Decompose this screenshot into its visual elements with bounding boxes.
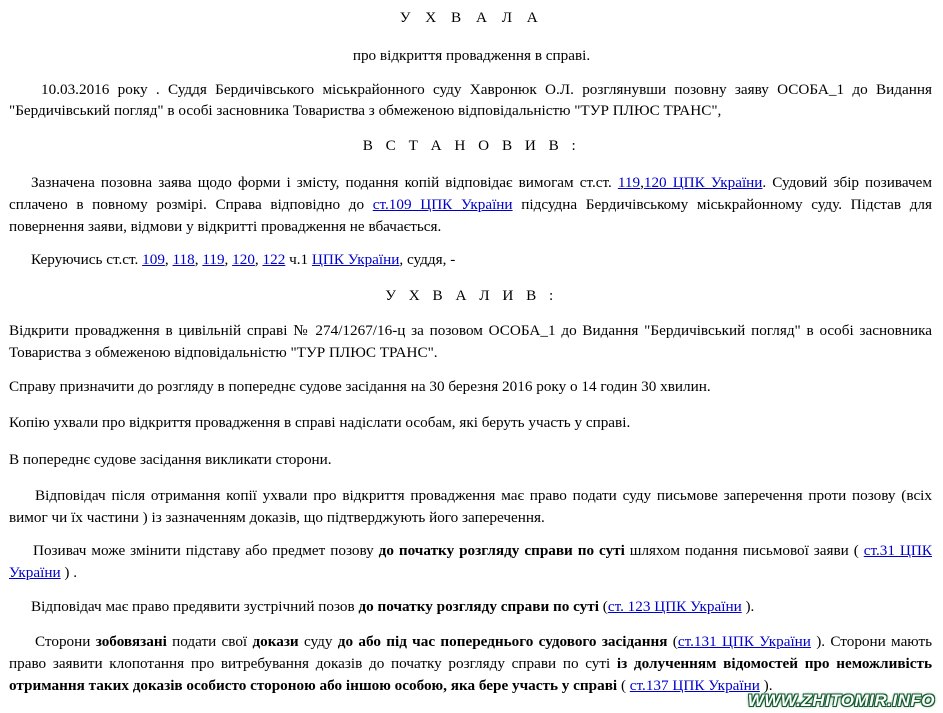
paragraph-defendant-rights: Відповідач після отримання копії ухвали про відкриття провадження має право подати суду письмове заперечення проти позову (всіх вимог чи їх частини ) із зазначенням доказів, що підтверджують його заперечення.: [9, 487, 932, 526]
link-art-119[interactable]: 119: [617, 174, 641, 191]
heading-established: В С Т А Н О В И В :: [362, 137, 581, 154]
document-title: У Х В А Л А: [399, 9, 544, 26]
link-art-109-cpc[interactable]: ст.109 ЦПК України: [372, 196, 513, 213]
paragraph-schedule: Справу призначити до розгляду в попереднє судове засідання на 30 березня 2016 року о 14 годин 30 хвилин.: [9, 378, 711, 395]
paragraph-summon: В попереднє судове засідання викликати сторони.: [9, 451, 332, 468]
paragraph-plaintiff-rights: Позивач може змінити підставу або предмет позову до початку розгляду справи по суті шляхом подання письмової заяви ( ст.31 ЦПК України ) .: [9, 542, 932, 581]
link-art-31-cpc[interactable]: ст.31 ЦПК України: [9, 542, 932, 581]
intro-line-1: 10.03.2016 року . Суддя Бердичівського міськрайонного суду Хавронюк О.Л. розглянувши позовну заяву ОСОБА_1 до Видання: [41, 81, 932, 98]
paragraph-copy: Копію ухвали про відкриття провадження в справі надіслати особам, які беруть участь у справі.: [9, 414, 631, 431]
intro-line-2: "Бердичівський погляд" в особі засновника Товариства з обмеженою відповідальністю "ТУР ПЛЮС ТРАНС",: [9, 102, 722, 119]
link-art-137-cpc[interactable]: ст.137 ЦПК України: [629, 677, 760, 694]
link-art-118[interactable]: 118: [172, 251, 195, 268]
paragraph-guided: Керуючись ст.ст. 109, 118, 119, 120, 122 ч.1 ЦПК України, суддя, -: [31, 251, 456, 268]
link-art-119b[interactable]: 119: [202, 251, 225, 268]
paragraph-counterclaim: Відповідач має право предявити зустрічний позов до початку розгляду справи по суті (ст. 123 ЦПК України ).: [31, 598, 755, 615]
link-cpc[interactable]: ЦПК України: [311, 251, 400, 268]
link-art-109[interactable]: 109: [142, 251, 165, 268]
heading-ruled: У Х В А Л И В :: [385, 287, 558, 304]
paragraph-open-proceedings: Відкрити провадження в цивільній справі № 274/1267/16-ц за позовом ОСОБА_1 до Видання "Бердичівський погляд" в особі засновника Товариства з обмеженою відповідальністю "ТУР ПЛЮС ТРАНС".: [9, 322, 932, 361]
document-subtitle: про відкриття провадження в справі.: [352, 47, 591, 64]
link-art-122[interactable]: 122: [262, 251, 286, 268]
link-art-120[interactable]: 120: [232, 251, 255, 268]
link-art-123-cpc[interactable]: ст. 123 ЦПК України: [607, 598, 742, 615]
paragraph-parties-evidence: Сторони зобовязані подати свої докази суду до або під час попереднього судового засідання (ст.131 ЦПК України ). Сторони мають право заявити клопотання про витребування доказів до початку розгляду справи по суті із долученням відомостей про неможливість отримання таких доказів особисто стороною або іншою особою, яка бере участь у справі ( ст.137 ЦПК України ).: [9, 633, 933, 694]
link-art-120-cpc[interactable]: 120 ЦПК України: [643, 174, 763, 191]
link-art-131-cpc[interactable]: ст.131 ЦПК України: [677, 633, 811, 650]
site-watermark: WWW.ZHITOMIR.INFO: [747, 691, 935, 710]
paragraph-established: Зазначена позовна заява щодо форми і змісту, подання копій відповідає вимогам ст.ст. 119,120 ЦПК України. Судовий збір позивачем сплачено в повному розмірі. Справа відповідно до ст.109 ЦПК України підсудна Бердичівському міськрайонному суду. Підстав для повернення заяви, відмови у відкритті провадження не вбачається.: [9, 174, 932, 235]
